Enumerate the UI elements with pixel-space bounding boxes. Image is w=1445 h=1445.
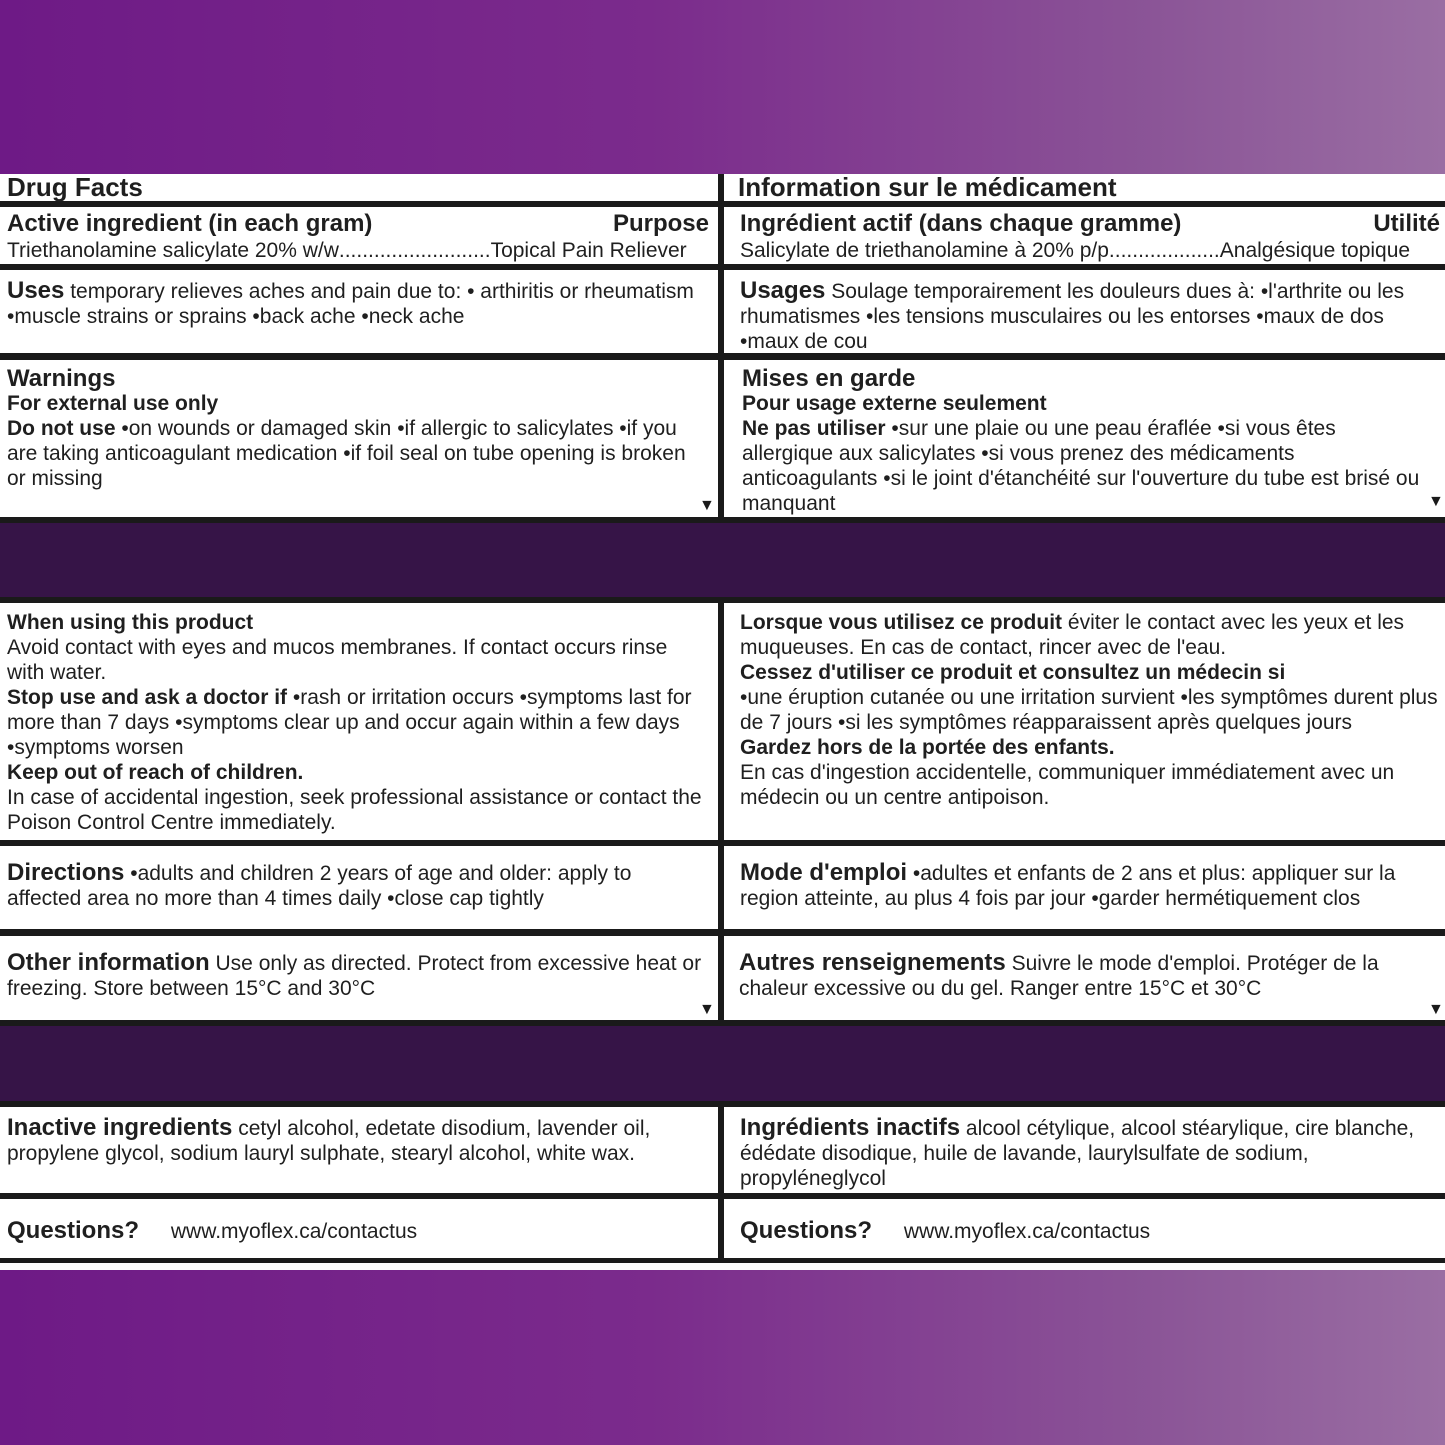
- active-ingredient-section-fr: [740, 210, 1440, 263]
- stop-use-text: •rash or irritation occurs •symptoms last for more than 7 days •symptoms clear up and occur again within a few days •symptoms worsen: [7, 686, 692, 759]
- keep-out-of-reach-heading: Keep out of reach of children.: [7, 761, 304, 784]
- other-information-text: Use only as directed. Protect from excessive heat or freezing. Store between 15°C and 30°C: [7, 952, 702, 1000]
- external-use-note: For external use only: [7, 392, 219, 415]
- inactive-ingredients-section-fr: [740, 1115, 1440, 1191]
- section-rule: [0, 1101, 1445, 1107]
- drug-facts-title-fr: Information sur le médicament: [738, 172, 1117, 202]
- do-not-use-text: •on wounds or damaged skin •if allergic to salicylates •if you are taking anticoagulant medication •if foil seal on tube opening is broken or missing: [7, 417, 686, 490]
- uses-section-fr: [740, 278, 1440, 354]
- warnings-section: [7, 366, 709, 491]
- external-use-note-fr: Pour usage externe seulement: [742, 392, 1047, 415]
- active-ingredient-name: Triethanolamine salicylate 20% w/w: [7, 239, 339, 262]
- continue-arrow-icon: ▼: [699, 497, 715, 514]
- questions-heading-fr: Questions?: [740, 1218, 873, 1244]
- directions-heading: Directions: [7, 860, 125, 886]
- active-ingredient-purpose-fr: Analgésique topique: [1219, 239, 1411, 262]
- other-information-section-fr: [739, 950, 1439, 1001]
- uses-section: [7, 278, 709, 329]
- dark-divider-strip: [0, 522, 1445, 598]
- other-information-section: [7, 950, 709, 1001]
- uses-text-fr: Soulage temporairement les douleurs dues à: •l'arthrite ou les rhumatismes •les tensions musculaires ou les entorses •maux de dos •maux de cou: [740, 280, 1405, 353]
- inactive-ingredients-text-fr: alcool cétylique, alcool stéarylique, cire blanche, édédate disodique, huile de lavande, laurylsulfate de sodium, propyléneglycol: [740, 1117, 1415, 1190]
- section-rule: [0, 840, 1445, 846]
- warnings-heading-fr: Mises en garde: [742, 366, 916, 392]
- directions-heading-fr: Mode d'emploi: [740, 860, 908, 886]
- other-information-text-fr: Suivre le mode d'emploi. Protéger de la chaleur excessive ou du gel. Ranger entre 15°C et 30°C: [739, 952, 1379, 1000]
- column-divider: [718, 174, 724, 522]
- column-divider: [718, 1102, 724, 1262]
- section-rule: [0, 353, 1445, 360]
- directions-text: •adults and children 2 years of age and older: apply to affected area no more than 4 times daily •close cap tightly: [7, 862, 632, 910]
- active-ingredient-heading: Active ingredient (in each gram): [7, 210, 373, 237]
- dot-leader: ...................: [1108, 239, 1220, 262]
- questions-link-fr[interactable]: www.myoflex.ca/contactus: [903, 1220, 1151, 1243]
- continue-arrow-icon: ▼: [1428, 493, 1444, 510]
- top-gradient-band: [0, 0, 1445, 174]
- stop-use-text-fr: •une éruption cutanée ou une irritation survient •les symptômes durent plus de 7 jours •si les symptômes réapparaissent après quelques jours: [740, 686, 1438, 734]
- inactive-ingredients-heading-fr: Ingrédients inactifs: [740, 1115, 961, 1141]
- when-using-section: [7, 610, 709, 835]
- do-not-use-heading-fr: Ne pas utiliser: [742, 417, 886, 440]
- directions-section-fr: [740, 860, 1440, 911]
- active-ingredient-heading-fr: Ingrédient actif (dans chaque gramme): [740, 210, 1182, 237]
- keep-out-of-reach-text: In case of accidental ingestion, seek professional assistance or contact the Poison Control Centre immediately.: [7, 786, 702, 834]
- other-information-heading: Other information: [7, 950, 210, 976]
- questions-heading: Questions?: [7, 1218, 140, 1244]
- questions-link[interactable]: www.myoflex.ca/contactus: [170, 1220, 418, 1243]
- purpose-heading: Purpose: [612, 210, 709, 237]
- do-not-use-heading: Do not use: [7, 417, 116, 440]
- column-divider: [718, 598, 724, 1026]
- active-ingredient-name-fr: Salicylate de triethanolamine à 20% p/p: [740, 239, 1109, 262]
- uses-text: temporary relieves aches and pain due to: • arthiritis or rheumatism •muscle strains or sprains •back ache •neck ache: [7, 280, 694, 328]
- other-information-heading-fr: Autres renseignements: [739, 950, 1006, 976]
- dot-leader: ..........................: [338, 239, 491, 262]
- directions-text-fr: •adultes et enfants de 2 ans et plus: appliquer sur la region atteinte, au plus 4 fois par jour •garder hermétiquement clos: [740, 862, 1396, 910]
- purpose-heading-fr: Utilité: [1373, 210, 1440, 237]
- keep-out-of-reach-text-fr: En cas d'ingestion accidentelle, communiquer immédiatement avec un médecin ou un centre antipoison.: [740, 761, 1395, 809]
- uses-heading-fr: Usages: [740, 278, 826, 304]
- questions-section: [7, 1218, 709, 1244]
- continue-arrow-icon: ▼: [699, 1001, 715, 1018]
- section-rule: [0, 597, 1445, 603]
- when-using-section-fr: [740, 610, 1440, 810]
- stop-use-heading-fr: Cessez d'utiliser ce produit et consultez un médecin si: [740, 661, 1286, 684]
- section-rule: [0, 517, 1445, 523]
- section-rule: [0, 264, 1445, 270]
- section-rule: [0, 1258, 1445, 1263]
- keep-out-of-reach-heading-fr: Gardez hors de la portée des enfants.: [740, 736, 1115, 759]
- directions-section: [7, 860, 709, 911]
- inactive-ingredients-text: cetyl alcohol, edetate disodium, lavender oil, propylene glycol, sodium lauryl sulphate, stearyl alcohol, white wax.: [7, 1117, 651, 1165]
- inactive-ingredients-heading: Inactive ingredients: [7, 1115, 233, 1141]
- when-using-heading-fr: Lorsque vous utilisez ce produit: [740, 611, 1063, 634]
- bottom-gradient-band: [0, 1270, 1445, 1445]
- section-rule: [0, 1193, 1445, 1199]
- section-rule: [0, 1020, 1445, 1026]
- warnings-heading: Warnings: [7, 366, 116, 392]
- when-using-text-fr: éviter le contact avec les yeux et les muqueuses. En cas de contact, rincer avec de l'eau.: [740, 611, 1405, 659]
- uses-heading: Uses: [7, 278, 65, 304]
- continue-arrow-icon: ▼: [1428, 1001, 1444, 1018]
- active-ingredient-purpose: Topical Pain Reliever: [490, 239, 687, 262]
- when-using-heading: When using this product: [7, 611, 254, 634]
- do-not-use-text-fr: •sur une plaie ou une peau éraflée •si vous êtes allergique aux salicylates •si vous prenez des médicaments anticoagulants •si le joint d'étanchéité sur l'ouverture du tube est brisé ou manquant: [742, 417, 1420, 515]
- questions-section-fr: [740, 1218, 1440, 1244]
- drug-facts-title: Drug Facts: [7, 172, 143, 202]
- active-ingredient-section: [7, 210, 709, 263]
- stop-use-heading: Stop use and ask a doctor if: [7, 686, 288, 709]
- warnings-section-fr: [742, 366, 1424, 516]
- when-using-text: Avoid contact with eyes and mucos membranes. If contact occurs rinse with water.: [7, 636, 668, 684]
- section-rule: [0, 929, 1445, 936]
- dark-divider-strip: [0, 1026, 1445, 1102]
- inactive-ingredients-section: [7, 1115, 709, 1166]
